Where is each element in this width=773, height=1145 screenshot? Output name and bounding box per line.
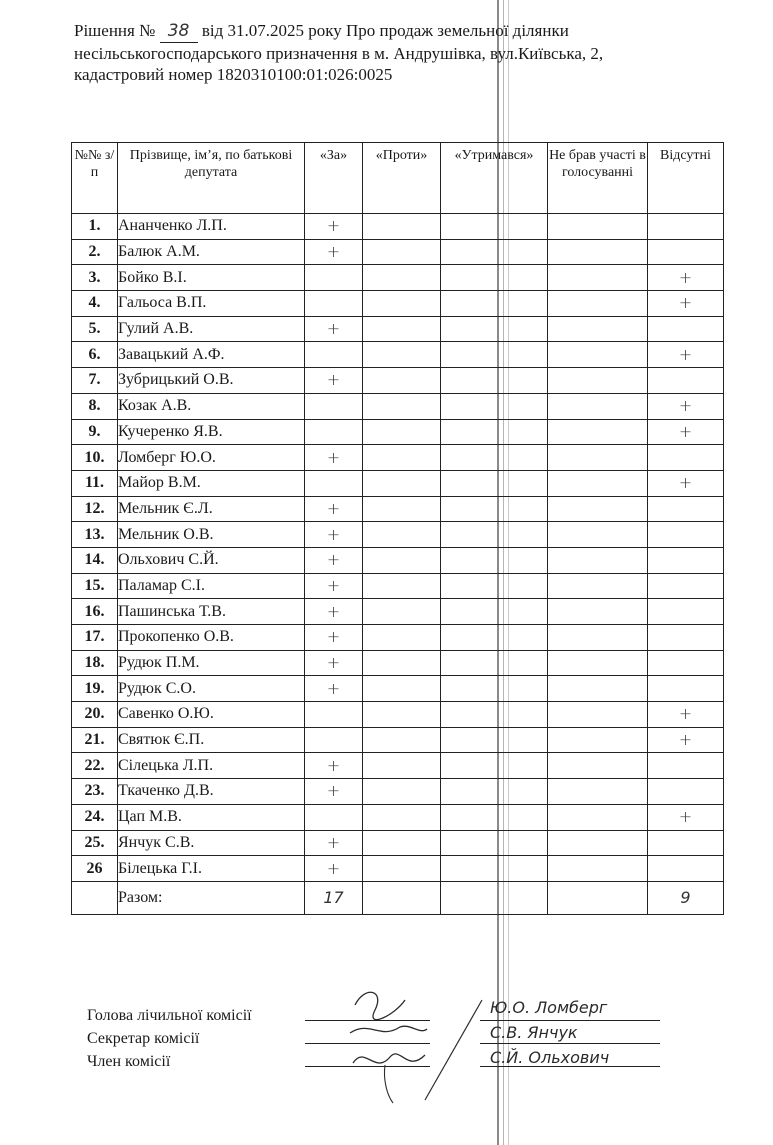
cell-for bbox=[305, 393, 363, 419]
cell-not-voted bbox=[548, 599, 648, 625]
cell-for bbox=[305, 342, 363, 368]
cell-absent bbox=[648, 445, 724, 471]
cell-name: Ольхович С.Й. bbox=[118, 547, 305, 573]
cell-num: 18. bbox=[72, 650, 118, 676]
cell-name: Гальоса В.П. bbox=[118, 291, 305, 317]
table-row bbox=[72, 470, 724, 496]
cell-for: + bbox=[305, 522, 363, 548]
cell-num: 3. bbox=[72, 265, 118, 291]
signature-stroke bbox=[420, 995, 490, 1105]
cell-name: Ломберг Ю.О. bbox=[118, 445, 305, 471]
cell-abstained bbox=[441, 316, 548, 342]
col-header-num: №№ з/п bbox=[72, 143, 118, 214]
total-abstained bbox=[441, 881, 548, 914]
cell-num: 25. bbox=[72, 830, 118, 856]
cell-for: + bbox=[305, 650, 363, 676]
cell-name: Паламар С.І. bbox=[118, 573, 305, 599]
cell-for: + bbox=[305, 599, 363, 625]
table-row bbox=[72, 547, 724, 573]
cell-for: + bbox=[305, 316, 363, 342]
cell-absent bbox=[648, 496, 724, 522]
cell-against bbox=[363, 470, 441, 496]
cell-absent bbox=[648, 573, 724, 599]
cell-not-voted bbox=[548, 573, 648, 599]
cell-name: Козак А.В. bbox=[118, 393, 305, 419]
cell-abstained bbox=[441, 804, 548, 830]
cell-not-voted bbox=[548, 419, 648, 445]
cell-not-voted bbox=[548, 727, 648, 753]
cell-for: + bbox=[305, 779, 363, 805]
cell-against bbox=[363, 779, 441, 805]
cell-num: 15. bbox=[72, 573, 118, 599]
cell-for bbox=[305, 291, 363, 317]
cell-for: + bbox=[305, 368, 363, 394]
cell-absent bbox=[648, 625, 724, 651]
total-against bbox=[363, 881, 441, 914]
cell-against bbox=[363, 393, 441, 419]
cell-not-voted bbox=[548, 393, 648, 419]
cell-num: 7. bbox=[72, 368, 118, 394]
cell-absent: + bbox=[648, 419, 724, 445]
table-row bbox=[72, 625, 724, 651]
cell-abstained bbox=[441, 522, 548, 548]
cell-abstained bbox=[441, 496, 548, 522]
total-absent: 9 bbox=[648, 881, 724, 914]
table-row bbox=[72, 573, 724, 599]
cell-not-voted bbox=[548, 265, 648, 291]
cell-num: 10. bbox=[72, 445, 118, 471]
decision-number: 38 bbox=[160, 21, 198, 43]
cell-for bbox=[305, 470, 363, 496]
decision-prefix: Рішення № bbox=[74, 21, 156, 40]
cell-name: Мельник О.В. bbox=[118, 522, 305, 548]
table-row bbox=[72, 316, 724, 342]
cell-not-voted bbox=[548, 779, 648, 805]
cell-against bbox=[363, 727, 441, 753]
cell-against bbox=[363, 573, 441, 599]
cell-not-voted bbox=[548, 702, 648, 728]
cell-abstained bbox=[441, 727, 548, 753]
table-header-row bbox=[72, 143, 724, 214]
cell-num: 11. bbox=[72, 470, 118, 496]
col-header-not-voted: Не брав участі в голосуванні bbox=[548, 143, 648, 214]
name-line bbox=[480, 1043, 660, 1044]
table-row bbox=[72, 445, 724, 471]
table-row bbox=[72, 368, 724, 394]
cell-absent bbox=[648, 753, 724, 779]
table-row bbox=[72, 419, 724, 445]
cell-name: Пашинська Т.В. bbox=[118, 599, 305, 625]
cell-not-voted bbox=[548, 316, 648, 342]
cell-against bbox=[363, 265, 441, 291]
cell-name: Святюк Є.П. bbox=[118, 727, 305, 753]
name-line bbox=[480, 1020, 660, 1021]
cell-abstained bbox=[441, 676, 548, 702]
col-header-absent: Відсутні bbox=[648, 143, 724, 214]
cell-against bbox=[363, 214, 441, 240]
cell-not-voted bbox=[548, 753, 648, 779]
cell-abstained bbox=[441, 650, 548, 676]
cell-num: 23. bbox=[72, 779, 118, 805]
cell-against bbox=[363, 856, 441, 882]
cell-not-voted bbox=[548, 830, 648, 856]
cell-num: 12. bbox=[72, 496, 118, 522]
table-row bbox=[72, 779, 724, 805]
cell-num: 24. bbox=[72, 804, 118, 830]
cell-not-voted bbox=[548, 676, 648, 702]
cell-absent: + bbox=[648, 470, 724, 496]
col-header-name: Прізвище, ім’я, по батькові депутата bbox=[118, 143, 305, 214]
cell-name: Бойко В.І. bbox=[118, 265, 305, 291]
cell-name: Майор В.М. bbox=[118, 470, 305, 496]
cell-abstained bbox=[441, 393, 548, 419]
cell-absent: + bbox=[648, 702, 724, 728]
cell-not-voted bbox=[548, 368, 648, 394]
cell-num: 22. bbox=[72, 753, 118, 779]
cell-num: 1. bbox=[72, 214, 118, 240]
header-line-3: кадастровий номер 1820310100:01:026:0025 bbox=[74, 65, 393, 84]
cell-not-voted bbox=[548, 522, 648, 548]
table-row bbox=[72, 599, 724, 625]
cell-abstained bbox=[441, 342, 548, 368]
cell-against bbox=[363, 650, 441, 676]
cell-name: Кучеренко Я.В. bbox=[118, 419, 305, 445]
cell-against bbox=[363, 702, 441, 728]
cell-absent bbox=[648, 779, 724, 805]
signatory-name-secretary: С.В. Янчук bbox=[490, 1023, 578, 1042]
total-not-voted bbox=[548, 881, 648, 914]
cell-name: Прокопенко О.В. bbox=[118, 625, 305, 651]
cell-not-voted bbox=[548, 470, 648, 496]
cell-for bbox=[305, 702, 363, 728]
cell-abstained bbox=[441, 265, 548, 291]
cell-for: + bbox=[305, 625, 363, 651]
cell-name: Сілецька Л.П. bbox=[118, 753, 305, 779]
table-row bbox=[72, 856, 724, 882]
cell-abstained bbox=[441, 368, 548, 394]
cell-name: Білецька Г.І. bbox=[118, 856, 305, 882]
cell-not-voted bbox=[548, 496, 648, 522]
cell-not-voted bbox=[548, 342, 648, 368]
cell-for bbox=[305, 727, 363, 753]
cell-against bbox=[363, 419, 441, 445]
cell-num: 19. bbox=[72, 676, 118, 702]
cell-abstained bbox=[441, 830, 548, 856]
cell-against bbox=[363, 676, 441, 702]
cell-against bbox=[363, 830, 441, 856]
cell-for: + bbox=[305, 676, 363, 702]
cell-for: + bbox=[305, 214, 363, 240]
cell-not-voted bbox=[548, 804, 648, 830]
cell-absent: + bbox=[648, 265, 724, 291]
cell-against bbox=[363, 445, 441, 471]
cell-name: Балюк А.М. bbox=[118, 239, 305, 265]
vote-table bbox=[71, 142, 724, 915]
cell-for: + bbox=[305, 573, 363, 599]
cell-absent bbox=[648, 599, 724, 625]
cell-abstained bbox=[441, 547, 548, 573]
cell-abstained bbox=[441, 702, 548, 728]
cell-not-voted bbox=[548, 214, 648, 240]
table-row bbox=[72, 291, 724, 317]
cell-name: Гулий А.В. bbox=[118, 316, 305, 342]
decision-date-title: від 31.07.2025 року Про продаж земельної ділянки bbox=[201, 21, 569, 40]
table-row bbox=[72, 753, 724, 779]
col-header-against: «Проти» bbox=[363, 143, 441, 214]
cell-not-voted bbox=[548, 625, 648, 651]
cell-num: 6. bbox=[72, 342, 118, 368]
cell-absent bbox=[648, 650, 724, 676]
cell-against bbox=[363, 753, 441, 779]
cell-name: Янчук С.В. bbox=[118, 830, 305, 856]
decision-header bbox=[74, 20, 714, 85]
cell-against bbox=[363, 522, 441, 548]
cell-num: 5. bbox=[72, 316, 118, 342]
cell-absent bbox=[648, 830, 724, 856]
cell-for: + bbox=[305, 753, 363, 779]
cell-abstained bbox=[441, 445, 548, 471]
cell-for: + bbox=[305, 547, 363, 573]
cell-absent bbox=[648, 856, 724, 882]
header-line-1 bbox=[74, 20, 714, 43]
cell-absent: + bbox=[648, 804, 724, 830]
cell-against bbox=[363, 599, 441, 625]
cell-abstained bbox=[441, 239, 548, 265]
cell-num: 4. bbox=[72, 291, 118, 317]
cell-against bbox=[363, 368, 441, 394]
cell-abstained bbox=[441, 419, 548, 445]
cell-num: 20. bbox=[72, 702, 118, 728]
cell-absent bbox=[648, 676, 724, 702]
cell-name: Мельник Є.Л. bbox=[118, 496, 305, 522]
cell-against bbox=[363, 291, 441, 317]
cell-abstained bbox=[441, 214, 548, 240]
signature-role-chair: Голова лічильної комісії bbox=[87, 1007, 252, 1024]
cell-not-voted bbox=[548, 239, 648, 265]
cell-num: 2. bbox=[72, 239, 118, 265]
cell-abstained bbox=[441, 856, 548, 882]
signatory-name-chair: Ю.О. Ломберг bbox=[490, 998, 608, 1017]
table-row bbox=[72, 727, 724, 753]
cell-not-voted bbox=[548, 650, 648, 676]
cell-for: + bbox=[305, 856, 363, 882]
cell-for bbox=[305, 804, 363, 830]
signature-role-secretary: Секретар комісії bbox=[87, 1030, 200, 1047]
cell-against bbox=[363, 316, 441, 342]
cell-name: Завацький А.Ф. bbox=[118, 342, 305, 368]
cell-not-voted bbox=[548, 291, 648, 317]
cell-against bbox=[363, 804, 441, 830]
cell-name: Савенко О.Ю. bbox=[118, 702, 305, 728]
col-header-for: «За» bbox=[305, 143, 363, 214]
table-row bbox=[72, 393, 724, 419]
cell-against bbox=[363, 547, 441, 573]
vote-table-body bbox=[72, 214, 724, 882]
cell-abstained bbox=[441, 599, 548, 625]
table-row bbox=[72, 265, 724, 291]
table-row bbox=[72, 342, 724, 368]
table-row bbox=[72, 804, 724, 830]
cell-absent: + bbox=[648, 342, 724, 368]
cell-absent bbox=[648, 522, 724, 548]
cell-name: Зубрицький О.В. bbox=[118, 368, 305, 394]
table-row bbox=[72, 702, 724, 728]
table-row bbox=[72, 214, 724, 240]
total-num-cell bbox=[72, 881, 118, 914]
col-header-abstained: «Утримався» bbox=[441, 143, 548, 214]
table-row bbox=[72, 676, 724, 702]
cell-against bbox=[363, 496, 441, 522]
signature-role-member: Член комісії bbox=[87, 1053, 171, 1070]
total-label: Разом: bbox=[118, 881, 305, 914]
cell-abstained bbox=[441, 625, 548, 651]
cell-for: + bbox=[305, 445, 363, 471]
cell-abstained bbox=[441, 573, 548, 599]
cell-absent: + bbox=[648, 727, 724, 753]
cell-for: + bbox=[305, 239, 363, 265]
cell-num: 26 bbox=[72, 856, 118, 882]
cell-for bbox=[305, 419, 363, 445]
cell-abstained bbox=[441, 753, 548, 779]
cell-not-voted bbox=[548, 547, 648, 573]
cell-not-voted bbox=[548, 856, 648, 882]
cell-name: Рудюк С.О. bbox=[118, 676, 305, 702]
cell-name: Ткаченко Д.В. bbox=[118, 779, 305, 805]
table-row bbox=[72, 650, 724, 676]
cell-against bbox=[363, 625, 441, 651]
total-for: 17 bbox=[305, 881, 363, 914]
cell-for: + bbox=[305, 496, 363, 522]
table-row bbox=[72, 496, 724, 522]
cell-against bbox=[363, 342, 441, 368]
cell-name: Ананченко Л.П. bbox=[118, 214, 305, 240]
cell-absent bbox=[648, 214, 724, 240]
cell-absent bbox=[648, 316, 724, 342]
cell-abstained bbox=[441, 291, 548, 317]
table-row bbox=[72, 522, 724, 548]
cell-abstained bbox=[441, 779, 548, 805]
cell-against bbox=[363, 239, 441, 265]
cell-absent: + bbox=[648, 291, 724, 317]
signatory-name-member: С.Й. Ольхович bbox=[490, 1048, 610, 1067]
cell-absent bbox=[648, 368, 724, 394]
cell-abstained bbox=[441, 470, 548, 496]
cell-not-voted bbox=[548, 445, 648, 471]
cell-for: + bbox=[305, 830, 363, 856]
cell-num: 13. bbox=[72, 522, 118, 548]
table-row bbox=[72, 239, 724, 265]
table-row bbox=[72, 830, 724, 856]
cell-absent bbox=[648, 547, 724, 573]
cell-num: 21. bbox=[72, 727, 118, 753]
cell-for bbox=[305, 265, 363, 291]
total-row bbox=[72, 881, 724, 914]
cell-num: 16. bbox=[72, 599, 118, 625]
cell-name: Рудюк П.М. bbox=[118, 650, 305, 676]
cell-num: 9. bbox=[72, 419, 118, 445]
cell-absent: + bbox=[648, 393, 724, 419]
cell-num: 8. bbox=[72, 393, 118, 419]
cell-num: 14. bbox=[72, 547, 118, 573]
cell-absent bbox=[648, 239, 724, 265]
cell-name: Цап М.В. bbox=[118, 804, 305, 830]
header-line-2: несільськогосподарського призначення в м. Андрушівка, вул.Київська, 2, bbox=[74, 44, 604, 63]
cell-num: 17. bbox=[72, 625, 118, 651]
